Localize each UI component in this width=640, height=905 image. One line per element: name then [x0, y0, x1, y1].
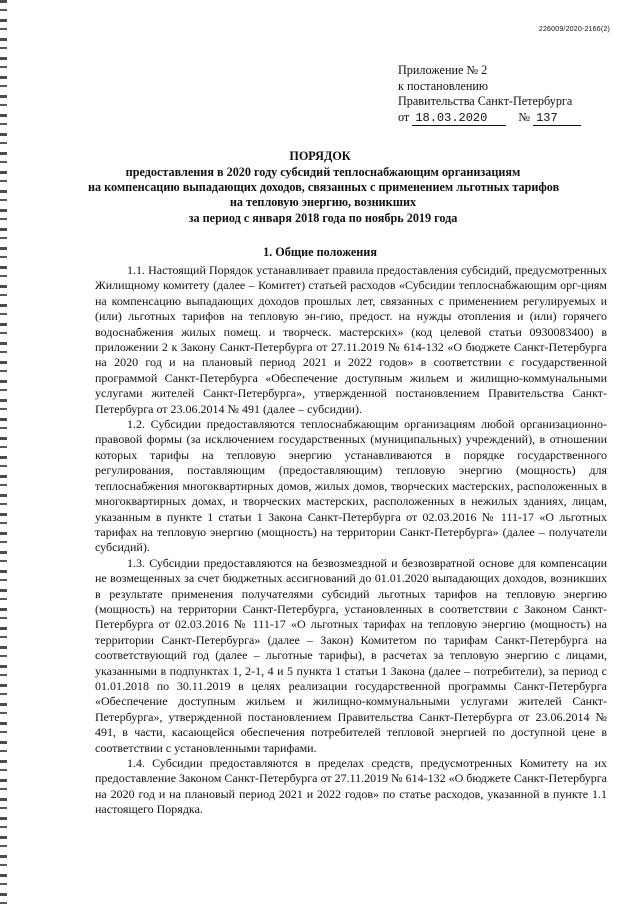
- paragraph-1-4: 1.4. Субсидии предоставляются в пределах средств, предусмотренных Комитету на их предоставление Законом Санкт-Петербурга от 27.11.2019 № 614-132 «О бюджете Санкт-Петербурга на 2020 год и на плановый период 2021 и 2022 годов» по статье расходов, указанной в пункте 1.1 настоящего Порядка.: [95, 756, 607, 817]
- appendix-date-line: [398, 110, 581, 126]
- scan-edge-artifact: [0, 0, 7, 905]
- subtitle-line: предоставления в 2020 году субсидий теплоснабжающим организациям: [125, 165, 521, 179]
- document-body: [95, 263, 607, 818]
- subtitle-line: на компенсацию выпадающих доходов, связанных с применением льготных тарифов: [88, 180, 560, 195]
- subtitle-line: на тепловую энергию, возникших: [229, 195, 417, 210]
- paragraph-1-1: 1.1. Настоящий Порядок устанавливает правила предоставления субсидий, предусмотренных Жилищному комитету (далее – Комитет) статьей расходов «Субсидии теплоснабжающим орг-циям на компенсацию выпадающих доходов прошлых лет, связанных с применением регулируемых и (или) льготных тарифов на тепловую эн-гию, предост. на нужды отопления и (или) горячего водоснабжения жилых помещ. и творческ. мастерских» (код целевой статьи 0930083400) в приложении 2 к Закону Санкт-Петербурга от 27.11.2019 № 614-132 «О бюджете Санкт-Петербурга на 2020 год и на плановый период 2021 и 2022 годов» в соответствии с государственной программой Санкт-Петербурга «Обеспечение доступным жильем и жилищно-коммунальными услугами жителей Санкт-Петербурга», утвержденной постановлением Правительства Санкт-Петербурга от 23.06.2014 № 491 (далее – субсидии).: [95, 263, 607, 416]
- appendix-government-line: Правительства Санкт-Петербурга: [398, 94, 573, 109]
- document-subtitle: [88, 165, 558, 226]
- number-prefix: №: [518, 109, 531, 124]
- paragraph-1-2: 1.2. Субсидии предоставляются теплоснабжающим организациям любой организационно-правовой формы (за исключением государственных (муниципальных) учреждений), в отношении которых тарифы на тепловую энергию устанавливаются в порядке государственного регулирования, поставляющим (предоставляющим) тепловую энергию (мощность) для теплоснабжения многоквартирных домов, жилых домов, творческих мастерских, расположенных в многоквартирных домах, и творческих мастерских, расположенных в нежилых зданиях, лицам, указанным в пункте 1 статьи 1 Закона Санкт-Петербурга от 02.03.2016 № 111-17 «О льготных тарифах на тепловую энергию (мощность) на территории Санкт-Петербурга» (далее – получатели субсидий).: [95, 417, 607, 555]
- appendix-number-line: Приложение № 2: [398, 63, 488, 77]
- date-prefix: от: [398, 109, 410, 124]
- appendix-approval-block: [398, 63, 581, 126]
- section-heading: 1. Общие положения: [263, 245, 377, 259]
- document-id: 226009/2020-2166(2): [538, 26, 610, 33]
- subtitle-line: за период с января 2018 года по ноябрь 2019 года: [188, 210, 458, 225]
- appendix-resolution-line: к постановлению: [398, 78, 489, 93]
- resolution-number: 137: [533, 112, 581, 126]
- document-title: ПОРЯДОК: [289, 149, 351, 163]
- resolution-date: 18.03.2020: [412, 112, 506, 126]
- paragraph-1-3: 1.3. Субсидии предоставляются на безвозмездной и безвозвратной основе для компенсации не возмещенных за счет бюджетных ассигнований до 01.01.2020 выпадающих доходов, возникших в результате применения получателями субсидий льготных тарифов на тепловую энергию (мощность) на территории Санкт-Петербурга, установленных в соответствии с Законом Санкт-Петербурга от 02.03.2016 № 111-17 «О льготных тарифах на тепловую энергию (мощность) на территории Санкт-Петербурга» (далее – Закон) Комитетом по тарифам Санкт-Петербурга на соответствующий год (далее – льготные тарифы), в расчетах за тепловую энергию с лицами, указанными в подпунктах 1, 2-1, 4 и 5 пункта 1 статьи 1 Закона (далее – потребители), за период с 01.01.2018 по 30.11.2019 в целях реализации государственной программы Санкт-Петербурга «Обеспечение доступным жильем и жилищно-коммунальными услугами жителей Санкт-Петербурга», утвержденной постановлением Правительства Санкт-Петербурга от 23.06.2014 № 491, в части, касающейся обеспечения потребителей тепловой энергией по доступной цене в соответствии с установленными тарифами.: [95, 555, 607, 755]
